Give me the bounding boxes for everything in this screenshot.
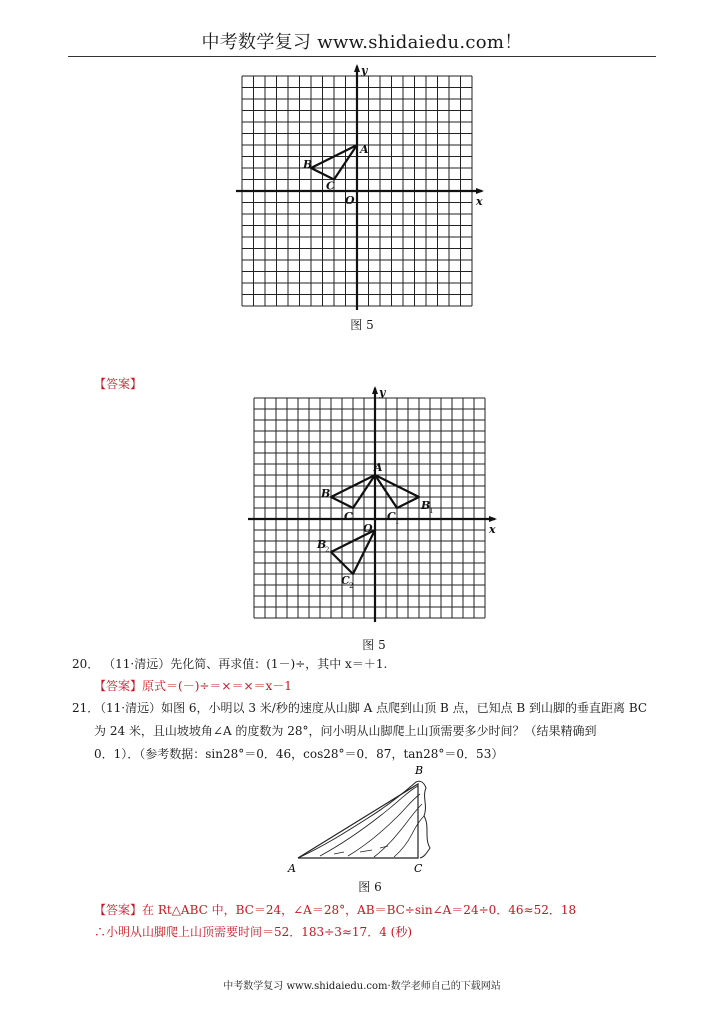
label-b: B [303,158,313,171]
figure-1-caption: 图 5 [350,318,374,332]
label-y: y [361,64,368,77]
label-b1-subscript: 1 [429,507,434,515]
label-x: x [476,195,483,208]
question-21-line-2: 为 24 米，且山坡坡角∠A 的度数为 28°，问小明从山脚爬上山顶需要多少时间？（结果精确到 [94,724,597,738]
figure-6-slope [284,760,454,876]
x-axis-arrow [489,516,497,522]
figure-6-caption: 图 6 [358,880,382,894]
figure-2-axes [248,386,497,622]
label-b2-subscript: 2 [325,546,330,554]
label-b: B [321,487,331,500]
label-c1-subscript: 1 [395,518,400,526]
figure-6-label-b: B [415,764,424,777]
question-20 [72,653,387,676]
y-axis-arrow [372,386,378,394]
question-20-answer-tag: 【答案】 [94,679,143,693]
page-footer: 中考数学复习 www.shidaiedu.com·数学老师自己的下载网站 [223,981,501,992]
label-b1: B [421,499,431,512]
figure-1-axes [236,64,484,310]
label-c2: C [341,574,350,587]
label-c2-subscript: 2 [349,582,354,590]
figure-2-grid [248,386,498,642]
question-21-line-1: （11·清远）如图 6，小明以 3 米/秒的速度从山脚 A 点爬到山顶 B 点，已知点 B 到山脚的垂直距离 BC [94,701,648,715]
x-axis-arrow [476,188,484,194]
question-21-number: 21． [72,701,100,715]
question-20-answer-text: 原式＝(－)÷＝×＝×＝x－1 [142,679,292,693]
label-origin: O [345,194,355,207]
figure-6-label-a: A [288,862,296,875]
question-21-answer-line-2: ∴小明从山脚爬上山顶需要时间＝52．183÷3≈17．4 (秒) [94,925,413,939]
label-origin: O [363,522,373,535]
question-21-line-3: 0．1）．（参考数据：sin28°＝0．46，cos28°＝0．87，tan28°＝0．53） [94,747,504,761]
figure-1-grid [236,64,496,322]
question-20-answer [94,675,292,698]
figure-2-gridlines [254,398,485,618]
question-20-text: （11·清远）先化简、再求值：(1－)÷，其中 x＝＋1. [103,657,388,671]
figure-2-labels [316,386,496,590]
label-c: C [344,510,353,523]
answer-1-tag: 【答案】 [94,377,143,391]
question-20-number: 20． [72,657,100,671]
label-c1: C [387,510,396,523]
mountain-contour-3 [374,804,422,857]
figure-6-label-c: C [414,862,423,875]
figure-1-labels [302,64,483,208]
question-21-answer-tag: 【答案】 [94,903,143,917]
label-b2: B [317,538,327,551]
label-y: y [379,386,386,399]
question-21-answer-line-1 [94,899,576,922]
mountain-contour-1 [320,786,418,856]
header-divider [68,56,656,57]
label-a: A [360,143,369,156]
y-axis-arrow [354,64,360,72]
label-a: A [374,461,383,474]
label-c: C [326,179,335,193]
page-header-title: 中考数学复习 www.shidaiedu.com！ [201,32,523,53]
question-21-answer-text-1: 在 Rt△ABC 中，BC＝24，∠A＝28°，AB＝BC÷sin∠A＝24÷0．46≈52．18 [142,903,577,917]
figure-2-caption: 图 5 [362,638,386,652]
label-x: x [489,523,496,536]
mountain-contour-4 [394,816,424,857]
